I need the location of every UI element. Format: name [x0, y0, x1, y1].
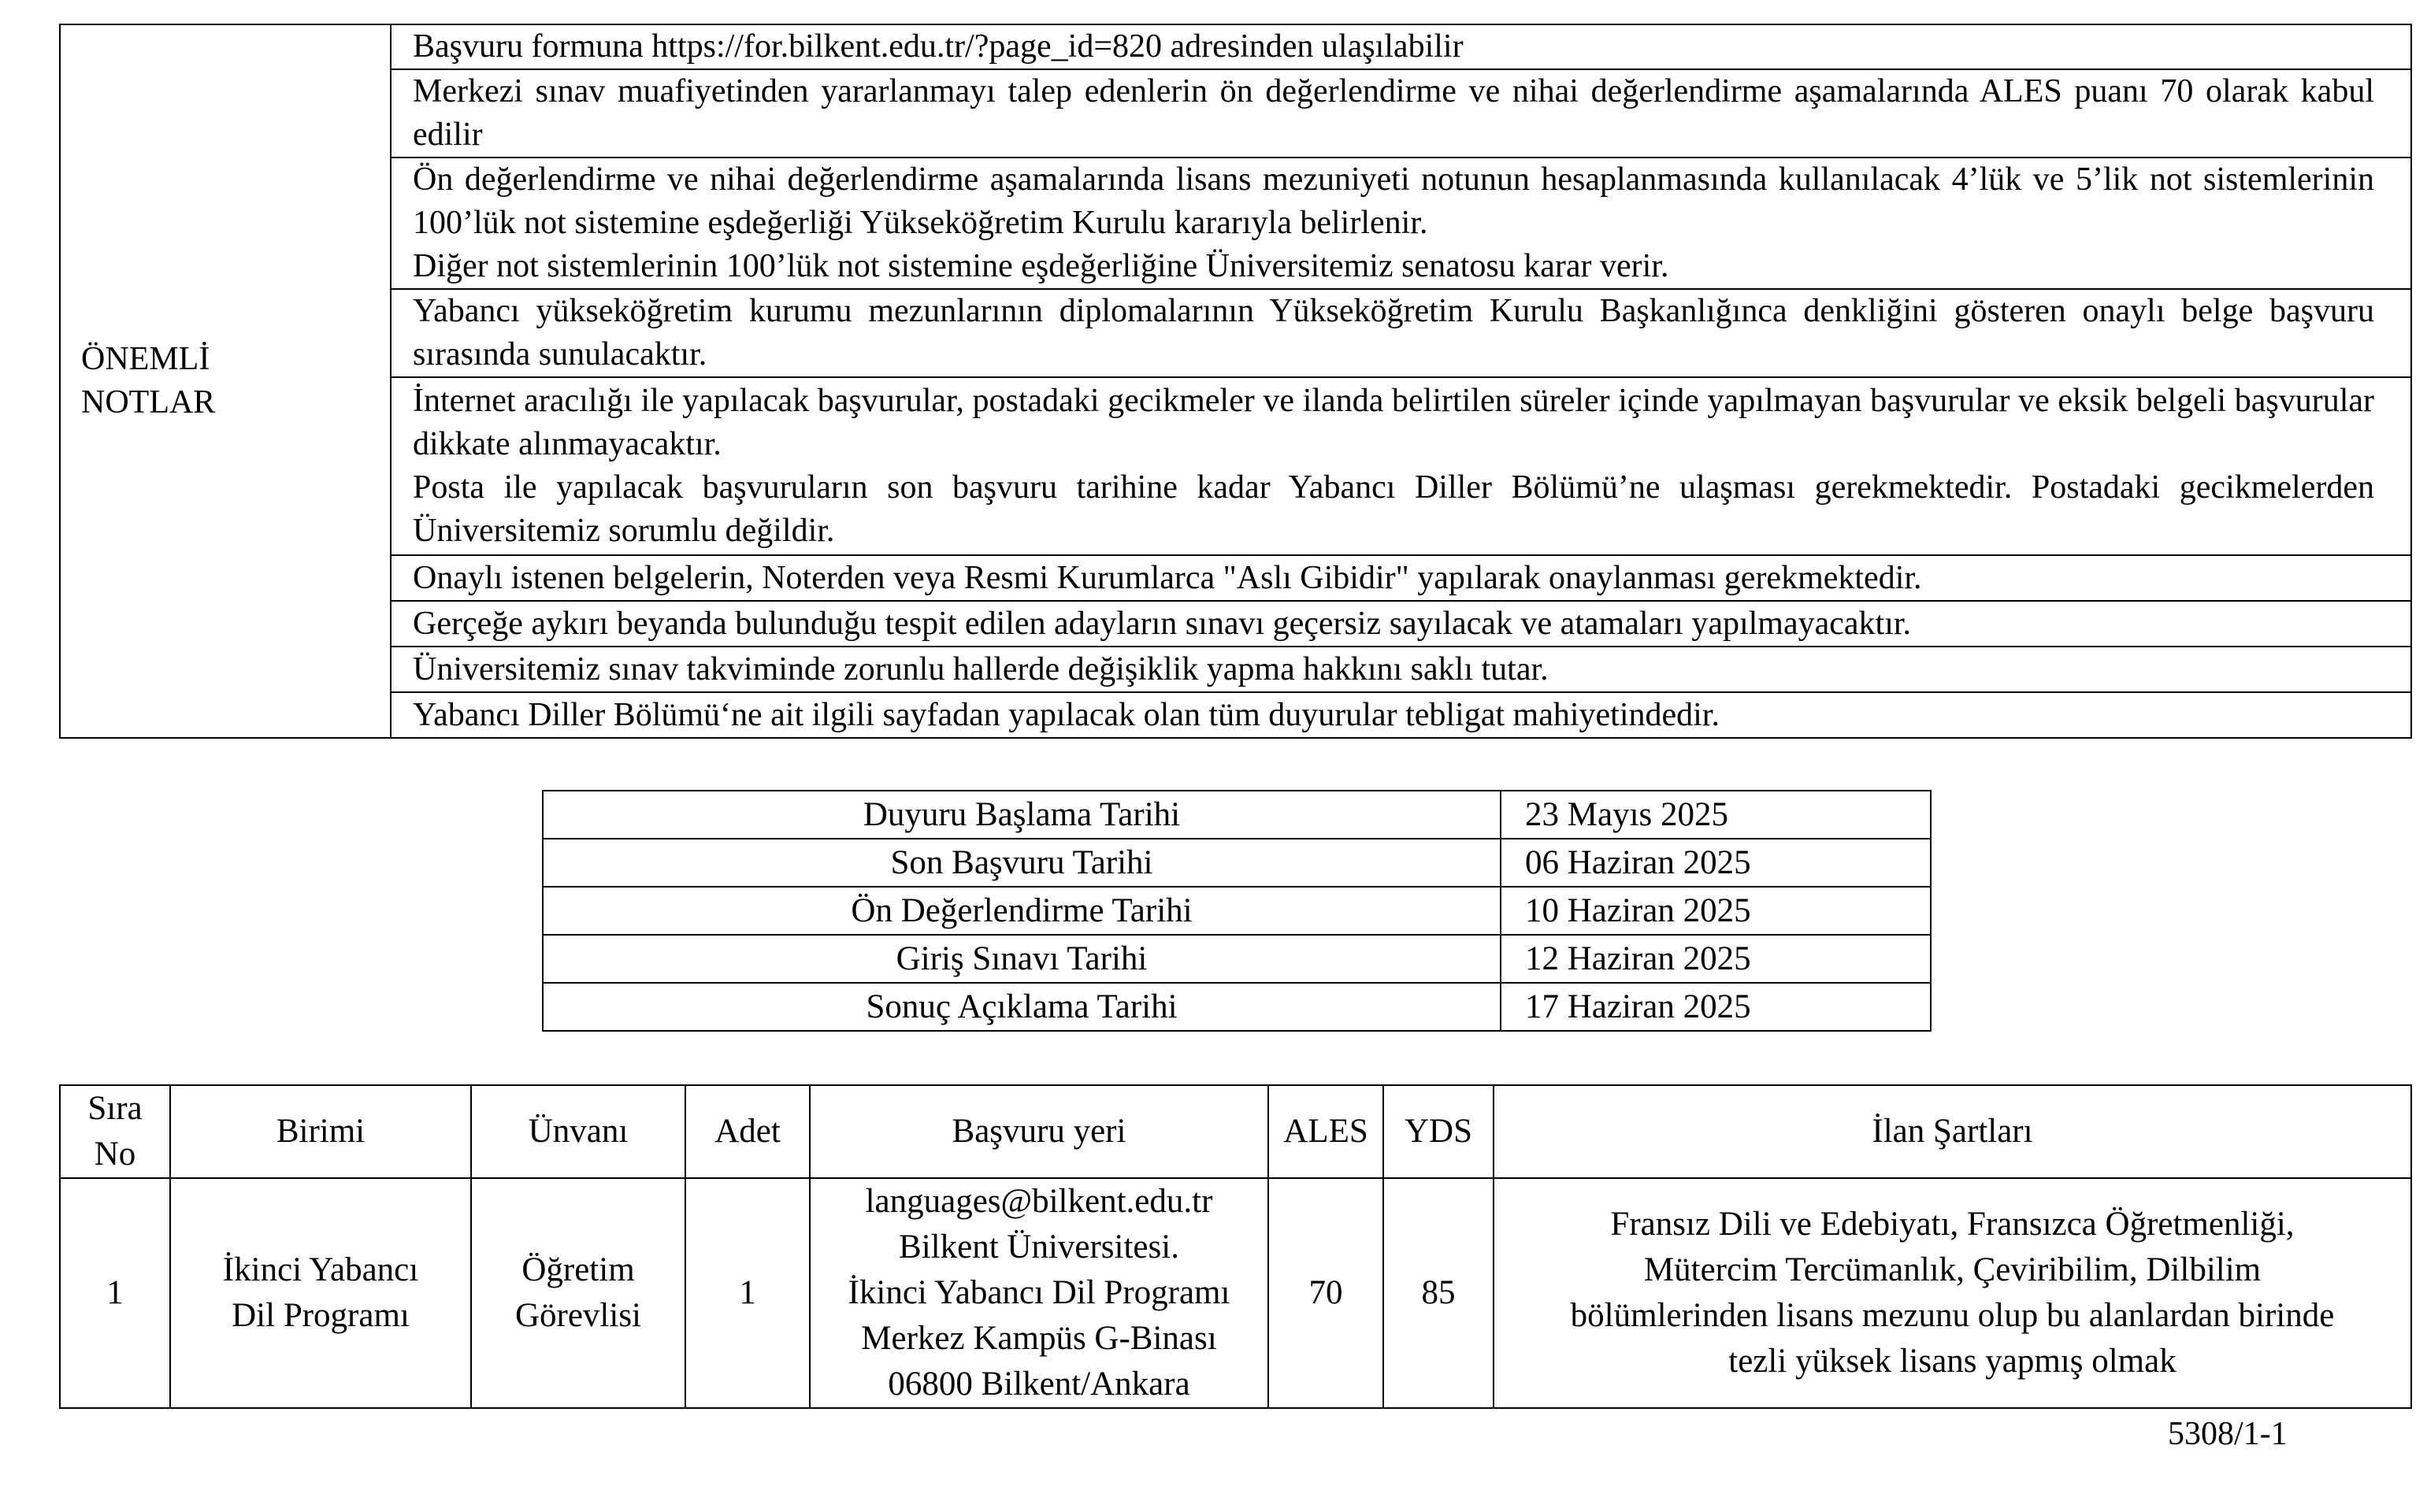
date-value: 17 Haziran 2025 [1501, 983, 1931, 1031]
date-label: Giriş Sınavı Tarihi [543, 935, 1501, 983]
important-notes-table [59, 24, 2412, 739]
cell-ilan-sartlari [1494, 1178, 2411, 1408]
date-value: 12 Haziran 2025 [1501, 935, 1931, 983]
page-code: 5308/1-1 [2168, 1416, 2288, 1452]
dates-table [542, 790, 1932, 1032]
notes-label-line1: ÖNEMLİ [81, 341, 210, 377]
table-row [60, 1178, 2411, 1408]
note-line: Onaylı istenen belgelerin, Noterden veya Resmi Kurumlarca "Aslı Gibidir" yapılarak onaylanması gerekmektedir. [413, 559, 1922, 596]
cell-basvuru-line: 06800 Bilkent/Ankara [888, 1366, 1190, 1403]
cell-sira: 1 [60, 1178, 170, 1408]
note-item [391, 69, 2411, 158]
note-line: Diğer not sistemlerinin 100’lük not sistemine eşdeğerliğine Üniversitemiz senatosu karar verir. [413, 248, 1669, 284]
date-row [543, 791, 1931, 839]
note-line: Başvuru formuna https://for.bilkent.edu.tr/?page_id=820 adresinden ulaşılabilir [413, 28, 1464, 65]
date-row [543, 887, 1931, 935]
note-item [391, 158, 2411, 289]
header-ilan-sartlari: İlan Şartları [1494, 1085, 2411, 1178]
date-value: 23 Mayıs 2025 [1501, 791, 1931, 839]
note-item [391, 289, 2411, 377]
cell-ilan-line: tezli yüksek lisans yapmış olmak [1728, 1343, 2177, 1380]
note-item [391, 555, 2411, 601]
note-line: Posta ile yapılacak başvuruların son başvuru tarihine kadar Yabancı Diller Bölümü’ne ulaşması gerekmektedir. Postadaki gecikmelerden Üniversitemiz sorumlu değildir. [413, 469, 2374, 549]
note-line: Ön değerlendirme ve nihai değerlendirme aşamalarında lisans mezuniyeti notunun hesaplanmasında kullanılacak 4’lük ve 5’lik not sistemlerinin 100’lük not sistemine eşdeğerliği Yükseköğretim Kurulu kararıyla belirlenir. [413, 161, 2374, 241]
cell-basvuru-line: İkinci Yabancı Dil Programı [848, 1274, 1230, 1311]
date-label: Duyuru Başlama Tarihi [543, 791, 1501, 839]
date-row [543, 935, 1931, 983]
header-adet: Adet [685, 1085, 810, 1178]
header-sira-no [60, 1085, 170, 1178]
notes-label-line2: NOTLAR [81, 384, 216, 421]
note-item [391, 377, 2411, 555]
cell-birimi-line: Dil Programı [232, 1297, 410, 1334]
date-label: Sonuç Açıklama Tarihi [543, 983, 1501, 1031]
note-item [391, 24, 2411, 69]
cell-birimi [170, 1178, 471, 1408]
header-basvuru-yeri: Başvuru yeri [810, 1085, 1268, 1178]
note-line: Gerçeğe aykırı beyanda bulunduğu tespit edilen adayların sınavı geçersiz sayılacak ve atamaları yapılmayacaktır. [413, 605, 1912, 642]
positions-table [59, 1084, 2412, 1409]
date-value: 10 Haziran 2025 [1501, 887, 1931, 935]
cell-unvani-line: Öğretim [521, 1251, 635, 1288]
cell-unvani [471, 1178, 685, 1408]
cell-basvuru-line: Merkez Kampüs G-Binası [861, 1320, 1217, 1357]
date-label: Ön Değerlendirme Tarihi [543, 887, 1501, 935]
header-yds: YDS [1383, 1085, 1494, 1178]
note-line: Merkezi sınav muafiyetinden yararlanmayı talep edenlerin ön değerlendirme ve nihai değerlendirme aşamalarında ALES puanı 70 olarak kabul edilir [413, 73, 2374, 153]
positions-header-row [60, 1085, 2411, 1178]
note-item [391, 692, 2411, 738]
note-item [391, 647, 2411, 692]
note-line: Yabancı Diller Bölümü‘ne ait ilgili sayfadan yapılacak olan tüm duyurular tebligat mahiyetindedir. [413, 696, 1720, 733]
cell-unvani-line: Görevlisi [514, 1297, 642, 1334]
date-row [543, 983, 1931, 1031]
notes-label-cell [60, 24, 391, 738]
header-birimi: Birimi [170, 1085, 471, 1178]
date-value: 06 Haziran 2025 [1501, 839, 1931, 887]
cell-adet: 1 [685, 1178, 810, 1408]
note-line: Üniversitemiz sınav takviminde zorunlu hallerde değişiklik yapma hakkını saklı tutar. [413, 650, 1549, 687]
cell-basvuru-line: Bilkent Üniversitesi. [899, 1228, 1179, 1266]
cell-ales: 70 [1268, 1178, 1383, 1408]
note-line: Yabancı yükseköğretim kurumu mezunlarının diplomalarının Yükseköğretim Kurulu Başkanlığınca denkliğini gösteren onaylı belge başvuru sırasında sunulacaktır. [413, 293, 2374, 372]
header-ales: ALES [1268, 1085, 1383, 1178]
header-sira-line2: No [94, 1136, 136, 1173]
date-label: Son Başvuru Tarihi [543, 839, 1501, 887]
cell-ilan-line: Fransız Dili ve Edebiyatı, Fransızca Öğretmenliği, [1610, 1206, 2295, 1243]
cell-ilan-line: Mütercim Tercümanlık, Çeviribilim, Dilbilim [1643, 1251, 2262, 1288]
header-sira-line1: Sıra [87, 1090, 143, 1127]
cell-basvuru-yeri [810, 1178, 1268, 1408]
cell-yds: 85 [1383, 1178, 1494, 1408]
cell-birimi-line: İkinci Yabancı [222, 1251, 419, 1288]
note-line: İnternet aracılığı ile yapılacak başvurular, postadaki gecikmeler ve ilanda belirtilen süreler içinde yapılmayan başvurular ve eksik belgeli başvurular dikkate alınmayacaktır. [413, 383, 2374, 462]
cell-ilan-line: bölümlerinden lisans mezunu olup bu alanlardan birinde [1570, 1297, 2335, 1334]
note-item [391, 601, 2411, 647]
header-unvani: Ünvanı [471, 1085, 685, 1178]
date-row [543, 839, 1931, 887]
cell-basvuru-email: languages@bilkent.edu.tr [865, 1183, 1213, 1220]
